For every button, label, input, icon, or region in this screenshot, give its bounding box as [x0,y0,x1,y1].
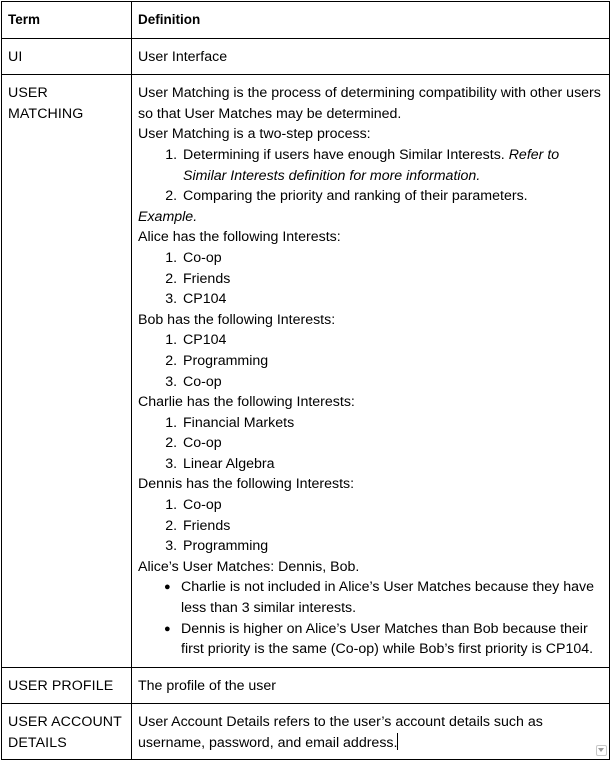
dennis-list [138,495,603,557]
example-label: Example. [138,208,198,225]
alice-label: Alice has the following Interests: [138,229,341,246]
dennis-label: Dennis has the following Interests: [138,476,355,493]
definition-text: User Account Details refers to the user’s account details such as username, password, and email address. [138,714,543,751]
bob-list [138,330,603,392]
definition-header: Definition [132,2,610,39]
alice-list [138,248,603,310]
matches-text: Alice’s User Matches: Dennis, Bob. [138,558,360,575]
table-row [2,704,610,759]
intro-text: User Matching is the process of determining compatibility with other users so that User Matches may be determined. [138,85,601,122]
list-item: 3. Co-op [181,372,603,393]
term-cell[interactable]: USER PROFILE [2,667,132,704]
table-row [2,75,610,668]
list-item: ● Charlie is not included in Alice’s User Matches because they have less than 3 similar interests. [181,577,603,618]
term-cell[interactable]: USER MATCHING [2,75,132,668]
list-item: 3. Programming [181,536,603,557]
bob-label: Bob has the following Interests: [138,311,336,328]
list-item: 2. Comparing the priority and ranking of their parameters. [181,186,603,207]
list-item: 2. Friends [181,516,603,537]
term-header: Term [2,2,132,39]
charlie-label: Charlie has the following Interests: [138,394,355,411]
header-row [2,2,610,39]
term-cell[interactable]: UI [2,38,132,75]
list-item [181,145,603,186]
step1-text: Determining if users have enough Similar Interests. [183,146,509,163]
definition-cell[interactable]: The profile of the user [132,667,610,704]
list-item: 1. Co-op [181,248,603,269]
text-cursor [397,733,398,750]
list-item: 2. Co-op [181,433,603,454]
list-item: 2. Programming [181,351,603,372]
definition-cell[interactable] [132,75,610,668]
term-cell[interactable]: USER ACCOUNT DETAILS [2,704,132,759]
steps-list [138,145,603,207]
definitions-table [1,1,610,760]
definition-cell[interactable]: User Interface [132,38,610,75]
table-row [2,667,610,704]
list-item: 3. CP104 [181,289,603,310]
table-row [2,38,610,75]
two-step-text: User Matching is a two-step process: [138,126,371,143]
matches-bullets [138,577,603,659]
list-item: 2. Friends [181,269,603,290]
list-item: 1. Financial Markets [181,413,603,434]
list-item: 1. Co-op [181,495,603,516]
charlie-list [138,413,603,475]
list-item: ● Dennis is higher on Alice’s User Matches than Bob because their first priority is the same (Co-op) while Bob’s first priority is CP104. [181,619,603,660]
cell-menu-chevron-icon[interactable] [596,745,607,756]
list-item: 1. CP104 [181,330,603,351]
step1-italic: Refer to Similar Interests definition for more information. [183,146,560,184]
list-item: 3. Linear Algebra [181,454,603,475]
definition-cell[interactable] [132,704,610,759]
